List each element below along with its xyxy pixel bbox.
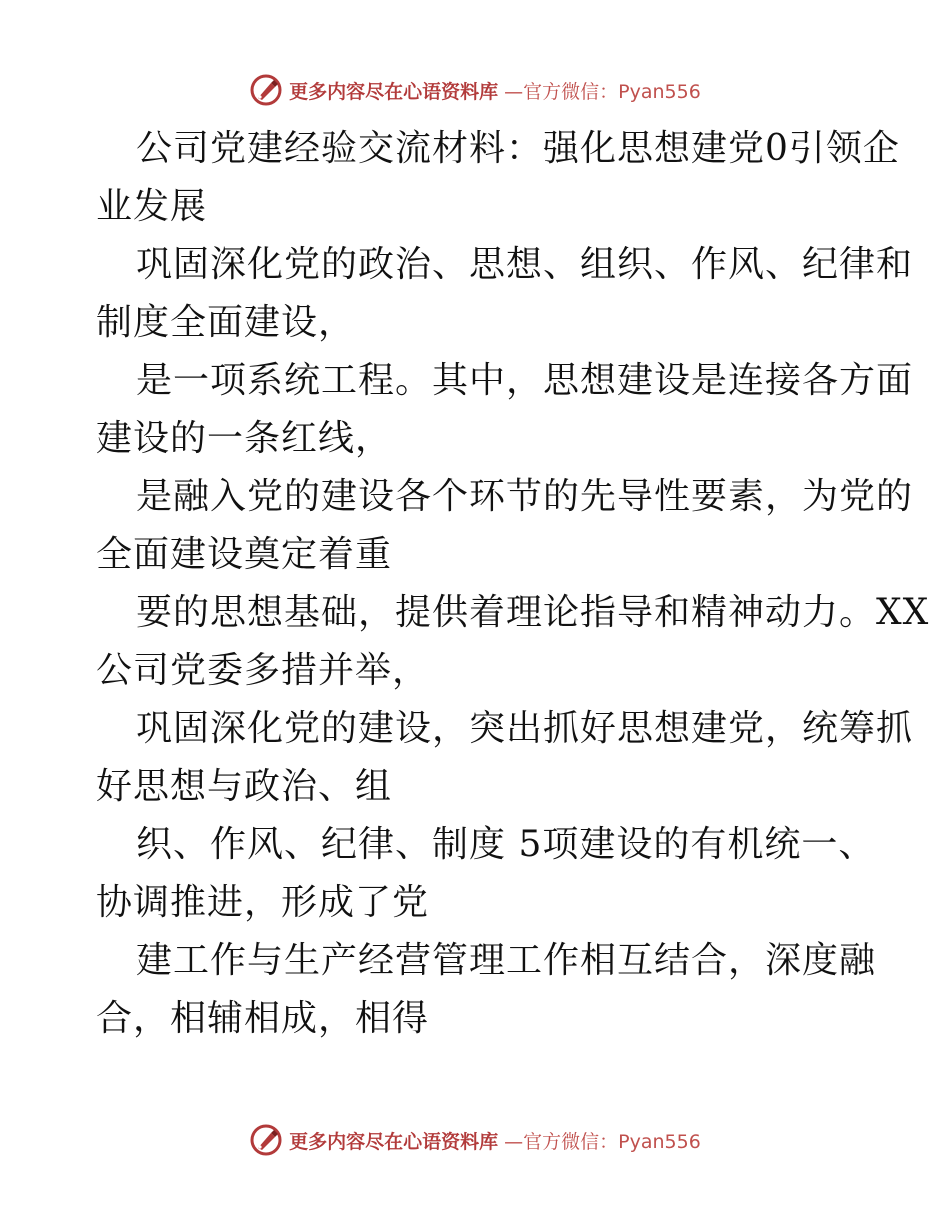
doc-text-line: 是融入党的建设各个环节的先导性要素，为党的 xyxy=(136,476,914,517)
doc-text-line: 全面建设奠定着重 xyxy=(96,534,393,575)
doc-title-line-1: 公司党建经验交流材料：强化思想建党0引领企 xyxy=(136,128,900,169)
footer-contact-text: —官方微信：Pyan556 xyxy=(504,1130,701,1153)
doc-text-line: 巩固深化党的政治、思想、组织、作风、纪律和 xyxy=(136,244,914,285)
doc-text-line: 织、作风、纪律、制度 5项建设的有机统一、 xyxy=(136,824,876,865)
pen-logo-icon xyxy=(249,73,283,107)
doc-text-line: 公司党委多措并举， xyxy=(96,650,430,691)
footer-promo-text: 更多内容尽在心语资料库 xyxy=(289,1130,499,1153)
doc-text-line: 合，相辅相成，相得 xyxy=(96,998,430,1039)
doc-text-line: 巩固深化党的建设，突出抓好思想建党，统筹抓 xyxy=(136,708,914,749)
doc-text-line: 建设的一条红线， xyxy=(96,418,393,459)
doc-text-line: 制度全面建设， xyxy=(96,302,356,343)
header-contact-text: —官方微信：Pyan556 xyxy=(504,80,701,103)
doc-text-line: 协调推进，形成了党 xyxy=(96,882,430,923)
doc-title-line-2: 业发展 xyxy=(96,186,208,227)
header-watermark xyxy=(0,70,950,110)
doc-text-line: 建工作与生产经营管理工作相互结合，深度融 xyxy=(136,940,877,981)
footer-watermark xyxy=(0,1120,950,1160)
pen-logo-icon xyxy=(249,1123,283,1157)
doc-text-line: 要的思想基础，提供着理论指导和精神动力。XX xyxy=(136,592,930,633)
doc-text-line: 好思想与政治、组 xyxy=(96,766,393,807)
doc-text-line: 是一项系统工程。其中，思想建设是连接各方面 xyxy=(136,360,914,401)
header-promo-text: 更多内容尽在心语资料库 xyxy=(289,80,499,103)
document-body xyxy=(96,120,930,1048)
